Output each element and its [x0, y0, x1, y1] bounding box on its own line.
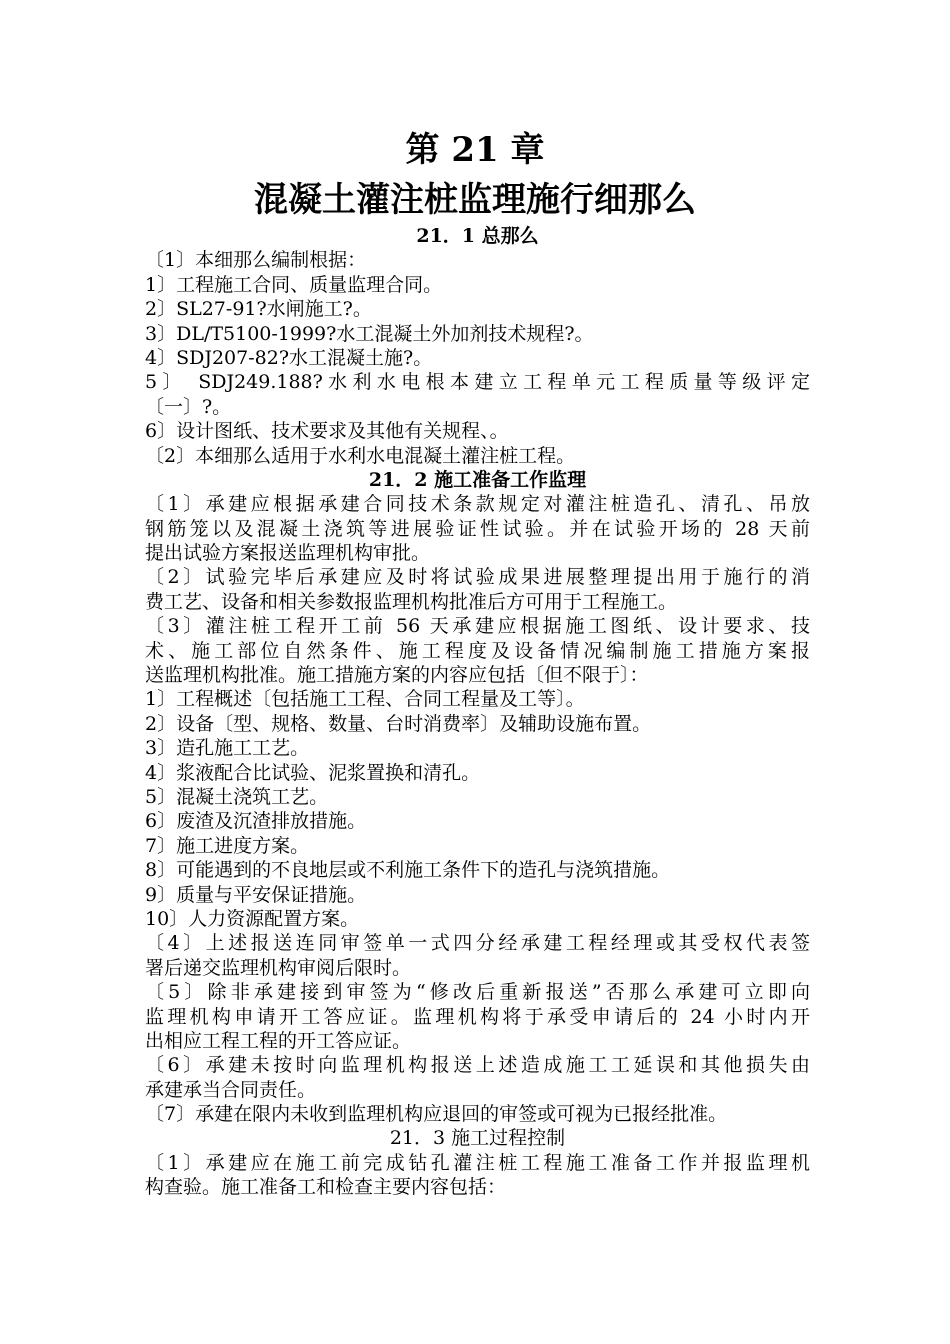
paragraph-line: 出相应工程工程的开工答应证。 — [145, 1029, 412, 1052]
paragraph-line: 〔3〕灌注桩工程开工前 56 天承建应根据施工图纸、设计要求、技 — [145, 615, 810, 638]
paragraph-line: 1〕工程施工合同、质量监理合同。 — [145, 273, 443, 296]
paragraph-line: 监理机构申请开工答应证。监理机构将于承受申请后的 24 小时内开 — [145, 1005, 810, 1028]
paragraph-line: 4〕SDJ207-82?水工混凝土施?。 — [145, 346, 433, 369]
chapter-heading: 第 21 章 — [405, 130, 545, 170]
document-title: 混凝土灌注桩监理施行细那么 — [254, 180, 696, 220]
paragraph-line: 送监理机构批准。施工措施方案的内容应包括〔但不限于〕： — [145, 664, 649, 687]
paragraph-line: 6〕设计图纸、技术要求及其他有关规程、。 — [145, 420, 509, 443]
document-body — [145, 224, 810, 1200]
paragraph-line: 构查验。施工准备工和检查主要内容包括： — [145, 1176, 507, 1199]
paragraph-line: 9〕质量与平安保证措施。 — [145, 883, 367, 906]
paragraph-line: 1〕工程概述〔包括施工工程、合同工程量及工等〕。 — [145, 688, 585, 711]
paragraph-line: 提出试验方案报送监理机构审批。 — [145, 542, 431, 565]
paragraph-line: 3〕DL/T5100-1999?水工混凝土外加剂技术规程?。 — [145, 322, 594, 345]
section-heading: 21．2 施工准备工作监理 — [368, 468, 587, 491]
paragraph-line: 承建承当合同责任。 — [145, 1078, 317, 1101]
paragraph-line: 〔6〕承建未按时向监理机构报送上述造成施工工延误和其他损失由 — [145, 1054, 810, 1077]
paragraph-line: 〔2〕本细那么适用于水利水电混凝土灌注桩工程。 — [145, 444, 576, 467]
section-heading: 21．1 总那么 — [416, 225, 539, 247]
paragraph-line: 4〕浆液配合比试验、泥浆置换和清孔。 — [145, 761, 481, 784]
paragraph-line: 8〕可能遇到的不良地层或不利施工条件下的造孔与浇筑措施。 — [145, 859, 671, 882]
section-heading: 21．3 施工过程控制 — [389, 1127, 566, 1150]
paragraph-line: 〔1〕本细那么编制根据： — [145, 249, 367, 272]
paragraph-line: 5〕 SDJ249.188?水利水电根本建立工程单元工程质量等级评定 — [145, 371, 810, 394]
paragraph-line: 费工艺、设备和相关参数报监理机构批准后方可用于工程施工。 — [145, 590, 678, 613]
paragraph-line: 10〕人力资源配置方案。 — [145, 907, 360, 930]
paragraph-line: 〔7〕承建在限内未收到监理机构应退回的审签或可视为已报经批准。 — [145, 1103, 728, 1126]
paragraph-line: 〔1〕承建应根据承建合同技术条款规定对灌注桩造孔、清孔、吊放 — [145, 493, 810, 516]
paragraph-line: 〔一〕?。 — [145, 395, 232, 418]
paragraph-line: 〔5〕除非承建接到审签为“修改后重新报送”否那么承建可立即向 — [145, 981, 810, 1004]
paragraph-line: 3〕造孔施工工艺。 — [145, 737, 310, 760]
paragraph-line: 6〕废渣及沉渣排放措施。 — [145, 810, 367, 833]
paragraph-line: 术、施工部位自然条件、施工程度及设备情况编制施工措施方案报 — [145, 639, 810, 662]
paragraph-line: 〔4〕上述报送连同审签单一式四分经承建工程经理或其受权代表签 — [145, 932, 810, 955]
paragraph-line: 2〕设备〔型、规格、数量、台时消费率〕及辅助设施布置。 — [145, 712, 652, 735]
paragraph-line: 〔2〕试验完毕后承建应及时将试验成果进展整理提出用于施行的消 — [145, 566, 810, 589]
paragraph-line: 5〕混凝土浇筑工艺。 — [145, 785, 329, 808]
paragraph-line: 钢筋笼以及混凝土浇筑等进展验证性试验。并在试验开场的 28 天前 — [145, 517, 810, 540]
paragraph-line: 7〕施工进度方案。 — [145, 834, 310, 857]
paragraph-line: 2〕SL27-91?水闸施工?。 — [145, 298, 372, 321]
paragraph-line: 〔1〕承建应在施工前完成钻孔灌注桩工程施工准备工作并报监理机 — [145, 1151, 810, 1174]
paragraph-line: 署后递交监理机构审阅后限时。 — [145, 956, 412, 979]
